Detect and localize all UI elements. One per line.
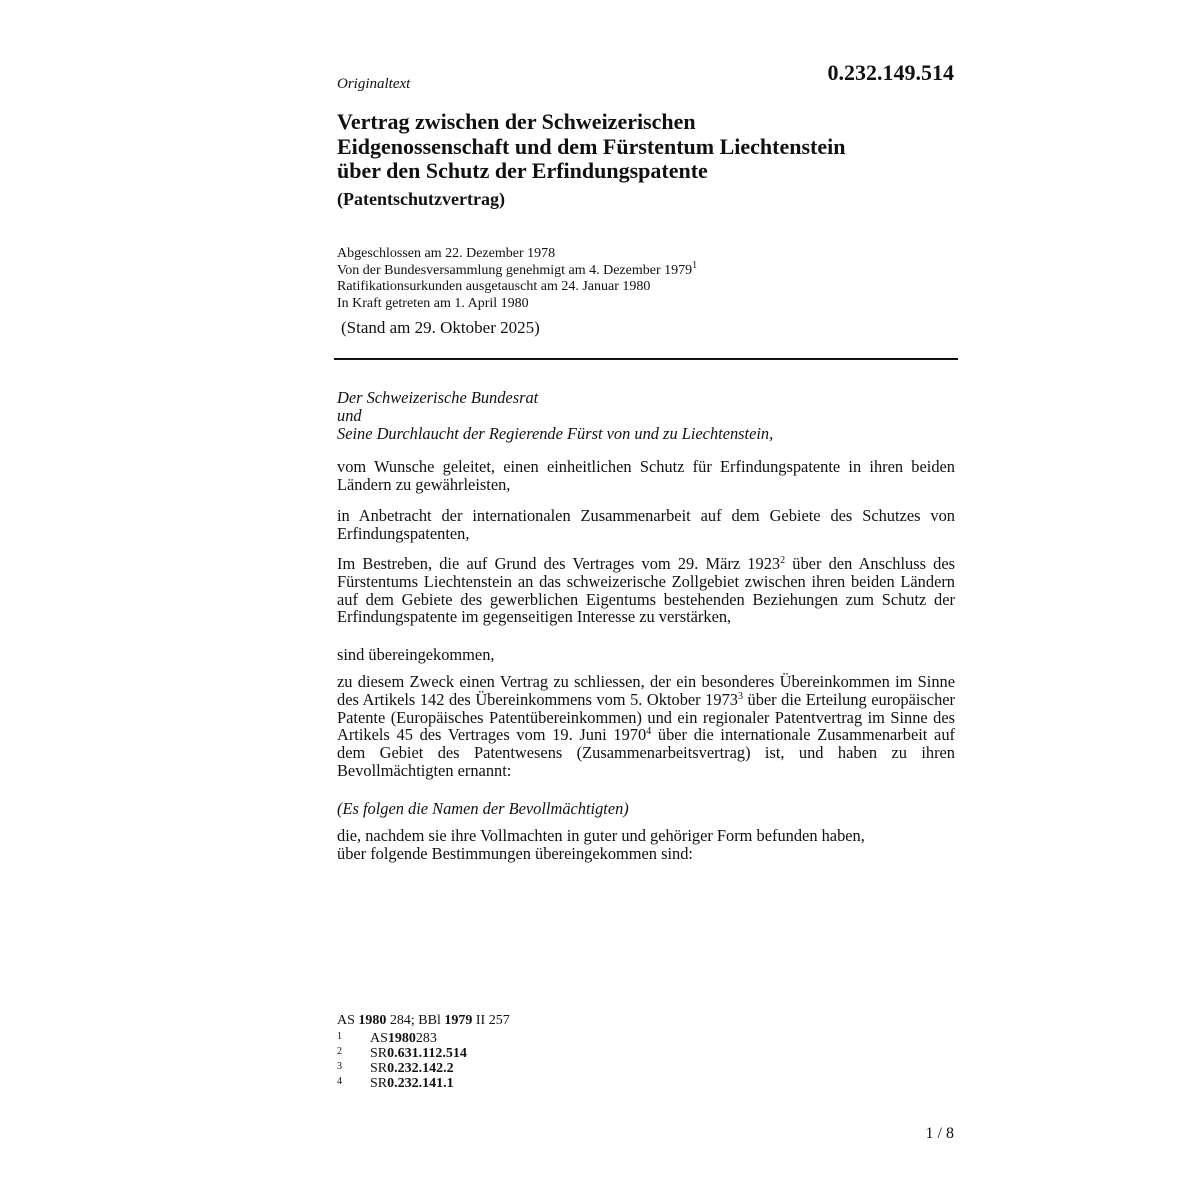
sr-number: 0.232.149.514 xyxy=(827,60,954,85)
original-text-label: Originaltext xyxy=(337,76,411,92)
document-title xyxy=(337,110,957,184)
title-line: Eidgenossenschaft und dem Fürstentum Liechtenstein xyxy=(337,133,846,159)
status-date: (Stand am 29. Oktober 2025) xyxy=(341,318,540,337)
plenipotentiaries-note: (Es folgen die Namen der Bevollmächtigten) xyxy=(337,799,629,818)
page-number: 1 / 8 xyxy=(925,1125,954,1142)
concluded-date: Abgeschlossen am 22. Dezember 1978 xyxy=(337,246,556,261)
footnote-number: 3 xyxy=(337,1061,342,1072)
footnote-ref[interactable]: 1 xyxy=(692,259,698,271)
preamble-paragraph: Im Bestreben, die auf Grund des Vertrages vom 29. März 1923$^2$ über den Anschluss des Fürstentums Liechtenstein an das schweizerische Zollgebiet zwischen ihren beiden Ländern auf dem Gebiete des gewerblichen Eigentums bestehenden Beziehungen zum Schutz der Erfindungspatente im gegenseitigen Interesse zu verstärken, xyxy=(337,554,956,627)
approved-date: Von der Bundesversammlung genehmigt am 4. Dezember 1979$^1$ xyxy=(337,259,698,278)
in-force-date: In Kraft getreten am 1. April 1980 xyxy=(337,295,529,311)
party-conjunction: und xyxy=(337,405,362,425)
title-line: über den Schutz der Erfindungspatente xyxy=(337,158,708,183)
metadata-block xyxy=(337,246,697,312)
party-switzerland: Der Schweizerische Bundesrat xyxy=(337,388,539,407)
ratification-date: Ratifikationsurkunden ausgetauscht am 24. Januar 1980 xyxy=(337,279,651,294)
footnote-number: 4 xyxy=(337,1076,342,1087)
footnote: 2 SR 0.631.112.514 xyxy=(337,1046,467,1061)
footnote-ref[interactable]: 2 xyxy=(780,555,786,566)
title-line: Vertrag zwischen der Schweizerischen xyxy=(337,109,696,134)
footnote: 3 SR 0.232.142.2 xyxy=(337,1061,454,1076)
party-liechtenstein: Seine Durchlaucht der Regierende Fürst von und zu Liechtenstein, xyxy=(337,423,774,443)
footnote: 1 AS 1980 283 xyxy=(337,1031,437,1046)
preamble-paragraph: die, nachdem sie ihre Vollmachten in guter und gehöriger Form befunden haben, über folgende Bestimmungen übereingekommen sind: xyxy=(337,826,865,863)
source-reference: AS 1980 284; BBl 1979 II 257 xyxy=(337,1013,510,1028)
footnote: 4 SR 0.232.141.1 xyxy=(337,1076,454,1091)
preamble-paragraph: vom Wunsche geleitet, einen einheitlichen Schutz für Erfindungspatente in ihren beiden Ländern zu gewährleisten, xyxy=(337,457,955,494)
preamble-paragraph: in Anbetracht der internationalen Zusammenarbeit auf dem Gebiete des Schutzes von Erfindungspatenten, xyxy=(337,506,955,543)
header-divider xyxy=(334,358,958,360)
footnote-ref[interactable]: 4 xyxy=(646,726,652,738)
footnotes xyxy=(337,1031,467,1091)
contracting-parties xyxy=(337,389,955,442)
document-subtitle: (Patentschutzvertrag) xyxy=(337,189,505,209)
preamble-paragraph: sind übereingekommen, xyxy=(337,645,495,664)
footnote-number: 1 xyxy=(337,1031,342,1042)
footnote-number: 2 xyxy=(337,1046,342,1057)
footnote-ref[interactable]: 3 xyxy=(737,690,743,702)
preamble-paragraph: zu diesem Zweck einen Vertrag zu schliessen, der ein besonderes Übereinkommen im Sinne des Artikels 142 des Übereinkommens vom 5. Oktober 1973$^3$ über die Erteilung europäischer Patente (Europäisches Patentübereinkommen) und ein regionaler Patentvertrag im Sinne des Artikels 45 des Vertrages vom 19. Juni 1970$^4$ über die internationale Zusammenarbeit auf dem Gebiet des Patentwesens (Zusammenarbeitsvertrag) ist, und haben zu ihren Bevollmächtigten ernannt: xyxy=(337,672,956,780)
